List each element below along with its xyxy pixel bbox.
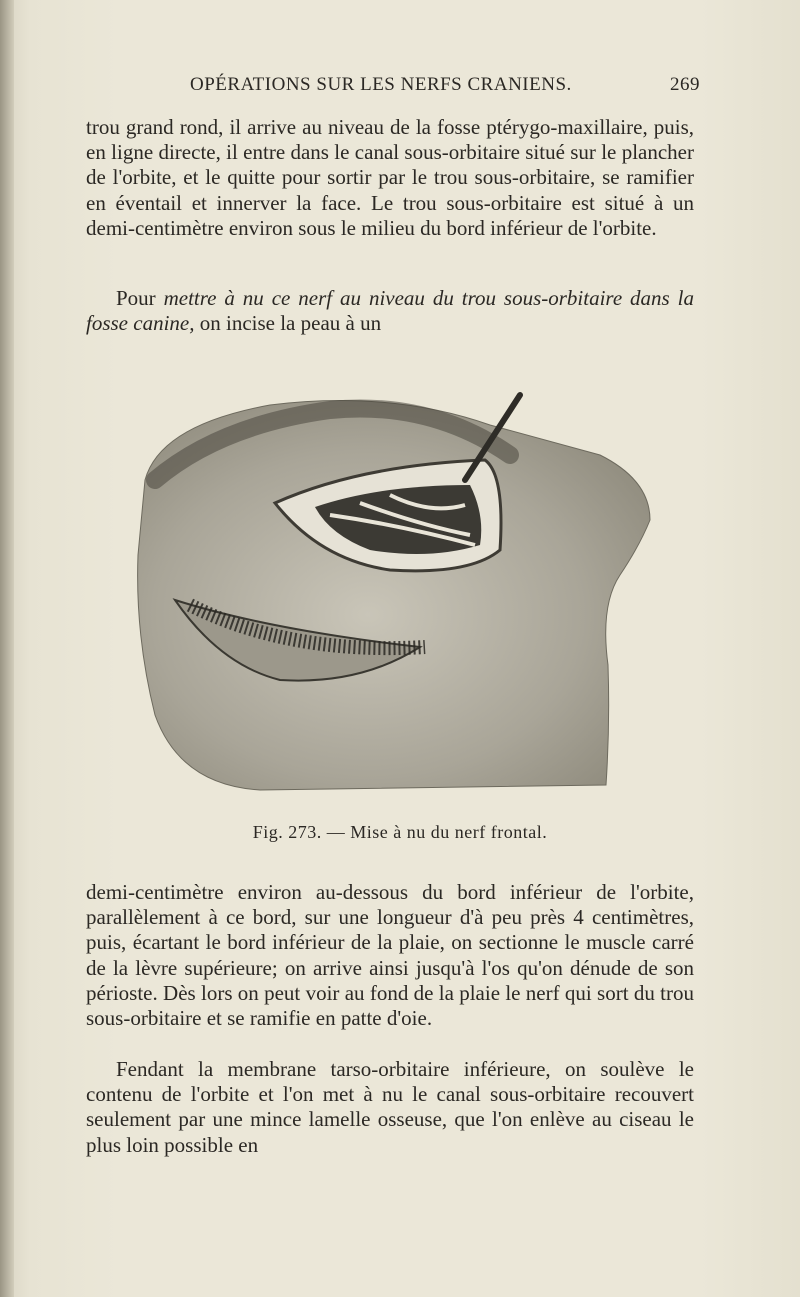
- figure-illustration: [130, 385, 660, 805]
- page-header: [190, 74, 700, 100]
- paragraph-2-italic: mettre à nu ce nerf au niveau du trou sous-orbitaire dans la fosse canine,: [86, 286, 694, 336]
- paragraph-3: demi-centimètre environ au-dessous du bord inférieur de l'orbite, parallèlement à ce bord, sur une longueur d'à peu près 4 centimètres, puis, écartant le bord inférieur de la plaie, on sectionne le muscle carré de la lèvre supérieure; on arrive ainsi jusqu'à l'os qu'on dénude de son périoste. Dès lors on peut voir au fond de la plaie le nerf qui sort du trou sous-orbitaire et se ramifie en patte d'oie.: [86, 880, 694, 1031]
- paragraph-2-rest: on incise la peau à un: [194, 311, 382, 336]
- page-number: 269: [670, 74, 700, 95]
- paragraph-2: [86, 286, 694, 336]
- paragraph-2-lead: Pour: [116, 286, 164, 310]
- paragraph-1: trou grand rond, il arrive au niveau de la fosse ptérygo-maxillaire, puis, en ligne directe, il entre dans le canal sous-orbitaire situé sur le plancher de l'orbite, et le quitte pour sortir par le trou sous-orbitaire, se ramifier en éventail et innerver la face. Le trou sous-orbitaire est situé à un demi-centimètre environ sous le milieu du bord inférieur de l'orbite.: [86, 115, 694, 240]
- face-region: [138, 401, 650, 791]
- figure-caption: Fig. 273. — Mise à nu du nerf frontal.: [252, 822, 548, 842]
- spine-shadow: [0, 0, 14, 1297]
- running-title: OPÉRATIONS SUR LES NERFS CRANIENS.: [190, 74, 572, 95]
- paragraph-4: Fendant la membrane tarso-orbitaire inférieure, on soulève le contenu de l'orbite et l'on met à nu le canal sous-orbitaire recouvert seulement par une mince lamelle osseuse, que l'on enlève au ciseau le plus loin possible en: [86, 1057, 694, 1157]
